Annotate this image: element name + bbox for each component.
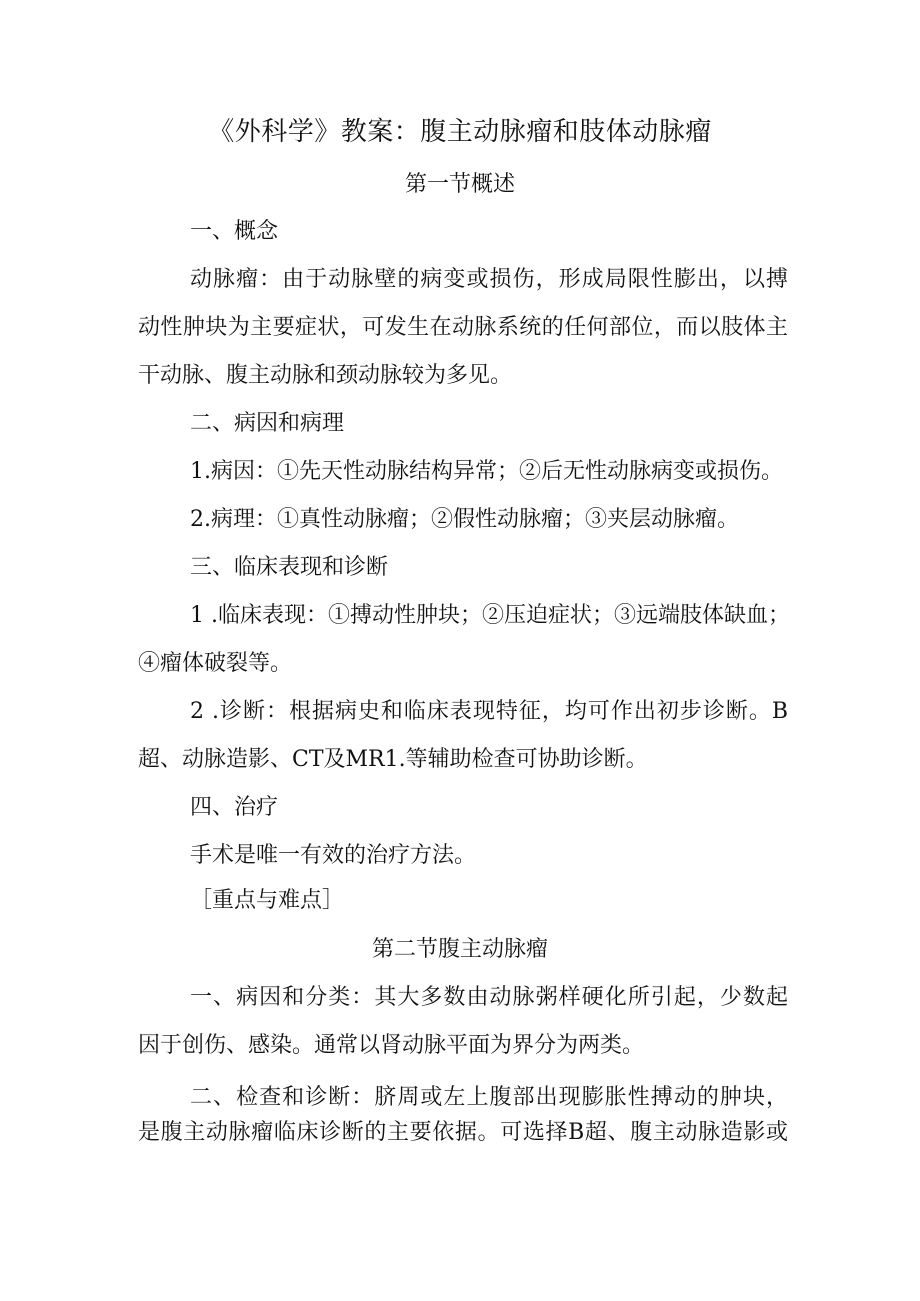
list-item-diagnosis: 2 .诊断：根据病史和临床表现特征，均可作出初步诊断。B <box>190 699 788 724</box>
list-item-pathology: 2.病理：①真性动脉瘤；②假性动脉瘤；③夹层动脉瘤。 <box>190 507 739 532</box>
heading-treatment: 四、治疗 <box>190 795 279 820</box>
paragraph-line: 因于创伤、感染。通常以肾动脉平面为界分为两类。 <box>138 1033 645 1058</box>
paragraph-line: 干动脉、腹主动脉和颈动脉较为多见。 <box>138 363 513 388</box>
list-item-clinical: 1 .临床表现：①搏动性肿块；②压迫症状；③远端肢体缺血； <box>190 603 790 628</box>
heading-concept: 一、概念 <box>190 219 279 244</box>
paragraph-line: 一、病因和分类：其大多数由动脉粥样硬化所引起，少数起 <box>190 985 788 1010</box>
paragraph-line: 超、动脉造影、CT及MR1.等辅助检查可协助诊断。 <box>138 747 648 772</box>
section-heading-overview: 第一节概述 <box>404 172 515 197</box>
paragraph-line: ④瘤体破裂等。 <box>138 651 293 676</box>
key-points-label: ［重点与难点］ <box>190 888 345 913</box>
paragraph-line: 动性肿块为主要症状，可发生在动脉系统的任何部位，而以肢体主 <box>138 315 788 340</box>
paragraph-line: 是腹主动脉瘤临床诊断的主要依据。可选择B超、腹主动脉造影或 <box>138 1120 788 1145</box>
section-heading-aaa: 第二节腹主动脉瘤 <box>371 937 548 962</box>
paragraph-line: 手术是唯一有效的治疗方法。 <box>190 843 477 868</box>
paragraph-line: 动脉瘤：由于动脉壁的病变或损伤，形成局限性膨出，以搏 <box>190 267 788 292</box>
paragraph-line: 二、检查和诊断：脐周或左上腹部出现膨胀性搏动的肿块， <box>190 1085 788 1110</box>
heading-clinical-diagnosis: 三、临床表现和诊断 <box>190 555 389 580</box>
list-item-etiology: 1.病因：①先天性动脉结构异常；②后无性动脉病变或损伤。 <box>190 459 783 484</box>
heading-etiology-pathology: 二、病因和病理 <box>190 411 345 436</box>
document-title: 《外科学》教案：腹主动脉瘤和肢体动脉瘤 <box>208 117 712 147</box>
